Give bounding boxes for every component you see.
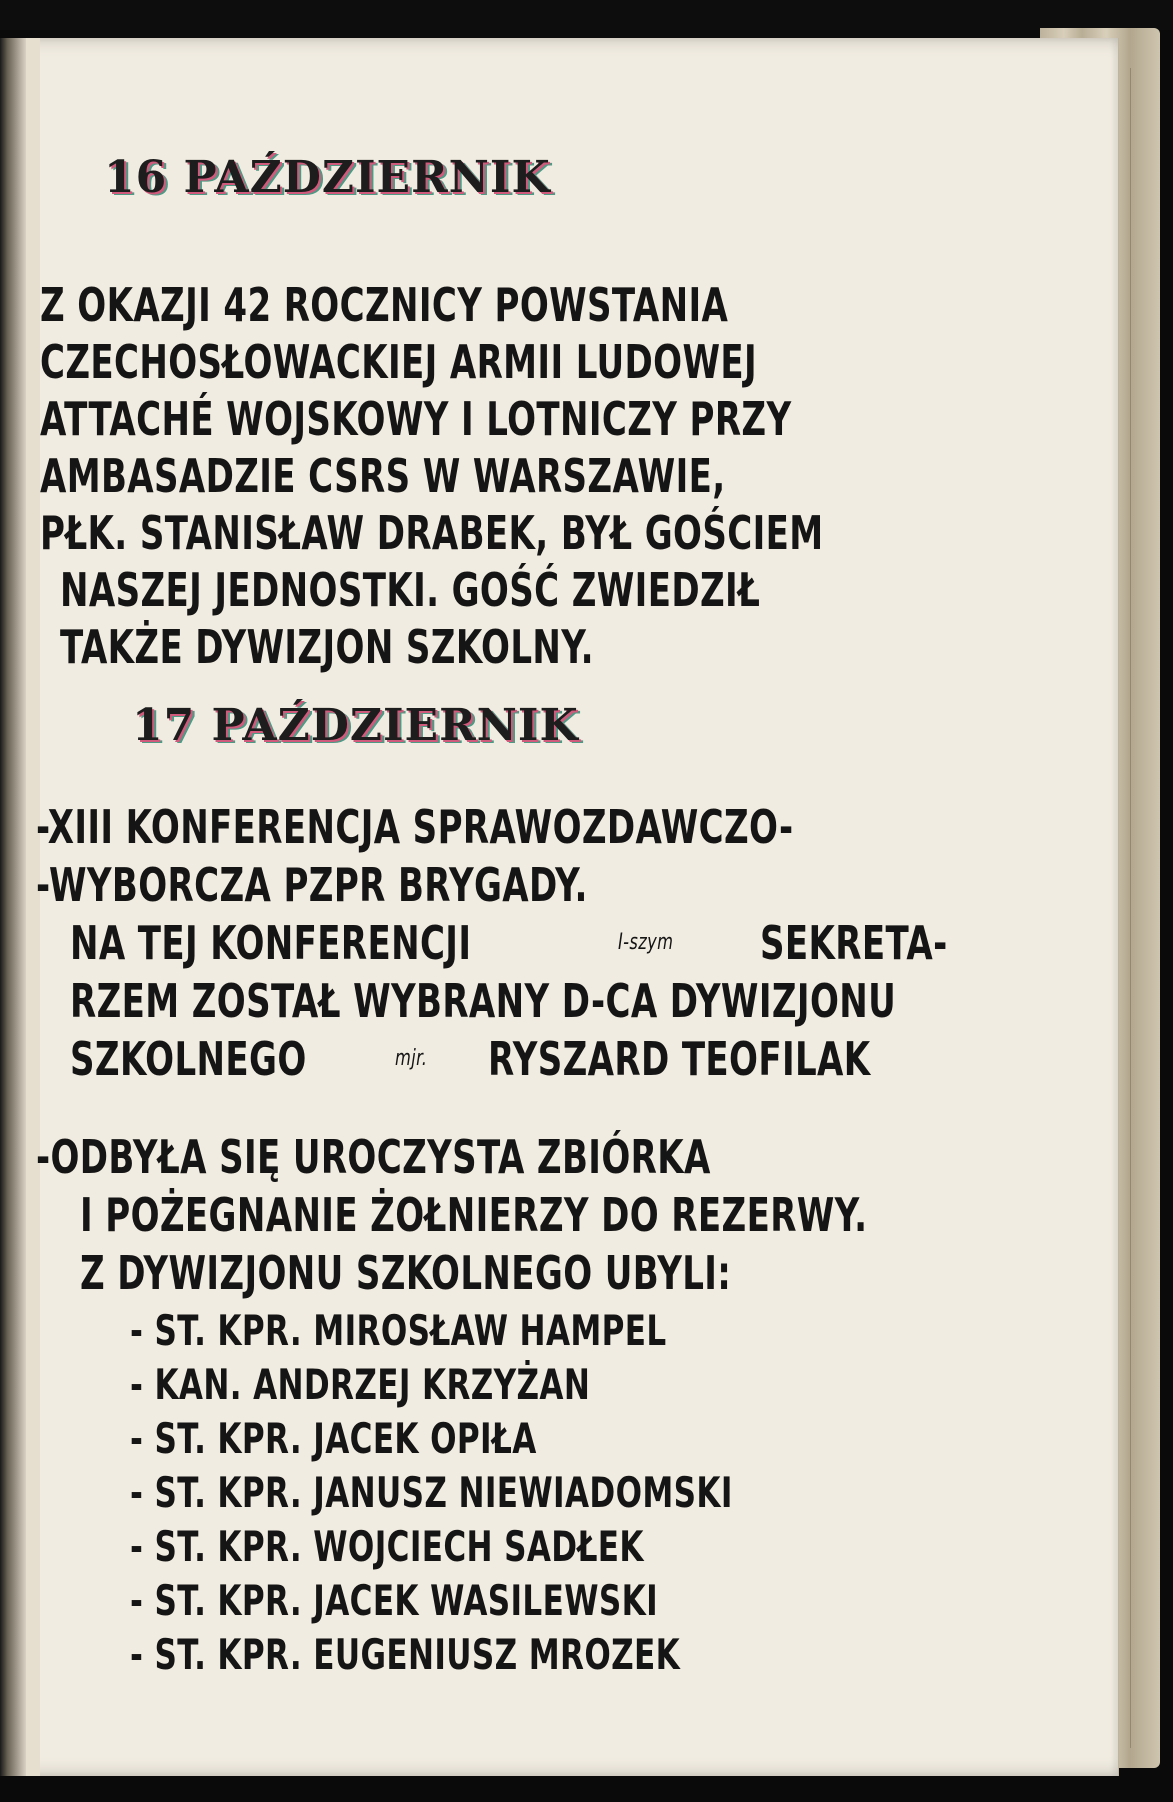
list-item: - ST. KPR. MIROSŁAW HAMPEL <box>130 1306 667 1355</box>
entry-date-heading: 17 PAŹDZIERNIK <box>132 700 579 751</box>
text-line: -ODBYŁA SIĘ UROCZYSTA ZBIÓRKA <box>36 1130 711 1184</box>
text-line: RYSZARD TEOFILAK <box>488 1032 871 1086</box>
list-item: - ST. KPR. JACEK WASILEWSKI <box>130 1576 659 1625</box>
text-line: -XIII KONFERENCJA SPRAWOZDAWCZO- <box>36 800 794 854</box>
text-line: NA TEJ KONFERENCJI <box>70 916 472 970</box>
text-line: CZECHOSŁOWACKIEJ ARMII LUDOWEJ <box>40 335 758 389</box>
list-item: - ST. KPR. WOJCIECH SADŁEK <box>130 1522 644 1571</box>
text-line: RZEM ZOSTAŁ WYBRANY D-CA DYWIZJONU <box>70 974 897 1028</box>
text-line: NASZEJ JEDNOSTKI. GOŚĆ ZWIEDZIŁ <box>60 563 761 617</box>
text-line-small: I-szym <box>618 930 674 955</box>
text-line: Z DYWIZJONU SZKOLNEGO UBYLI: <box>80 1246 732 1300</box>
text-line: SEKRETA- <box>760 916 948 970</box>
text-line: ATTACHÉ WOJSKOWY I LOTNICZY PRZY <box>40 392 792 446</box>
text-line: AMBASADZIE CSRS W WARSZAWIE, <box>40 449 726 503</box>
text-line: TAKŻE DYWIZJON SZKOLNY. <box>60 620 594 674</box>
text-line: -WYBORCZA PZPR BRYGADY. <box>36 858 588 912</box>
list-item: - ST. KPR. JANUSZ NIEWIADOMSKI <box>130 1468 733 1517</box>
list-item: - ST. KPR. EUGENIUSZ MROZEK <box>130 1630 681 1679</box>
list-item: - KAN. ANDRZEJ KRZYŻAN <box>130 1360 591 1409</box>
entry-date-heading: 16 PAŹDZIERNIK <box>104 152 551 203</box>
text-line: SZKOLNEGO <box>70 1032 307 1086</box>
text-line-small: mjr. <box>395 1046 428 1071</box>
list-item: - ST. KPR. JACEK OPIŁA <box>130 1414 537 1463</box>
text-line: PŁK. STANISŁAW DRABEK, BYŁ GOŚCIEM <box>40 506 824 560</box>
text-line: Z OKAZJI 42 ROCZNICY POWSTANIA <box>40 278 729 332</box>
text-line: I POŻEGNANIE ŻOŁNIERZY DO REZERWY. <box>80 1188 868 1242</box>
